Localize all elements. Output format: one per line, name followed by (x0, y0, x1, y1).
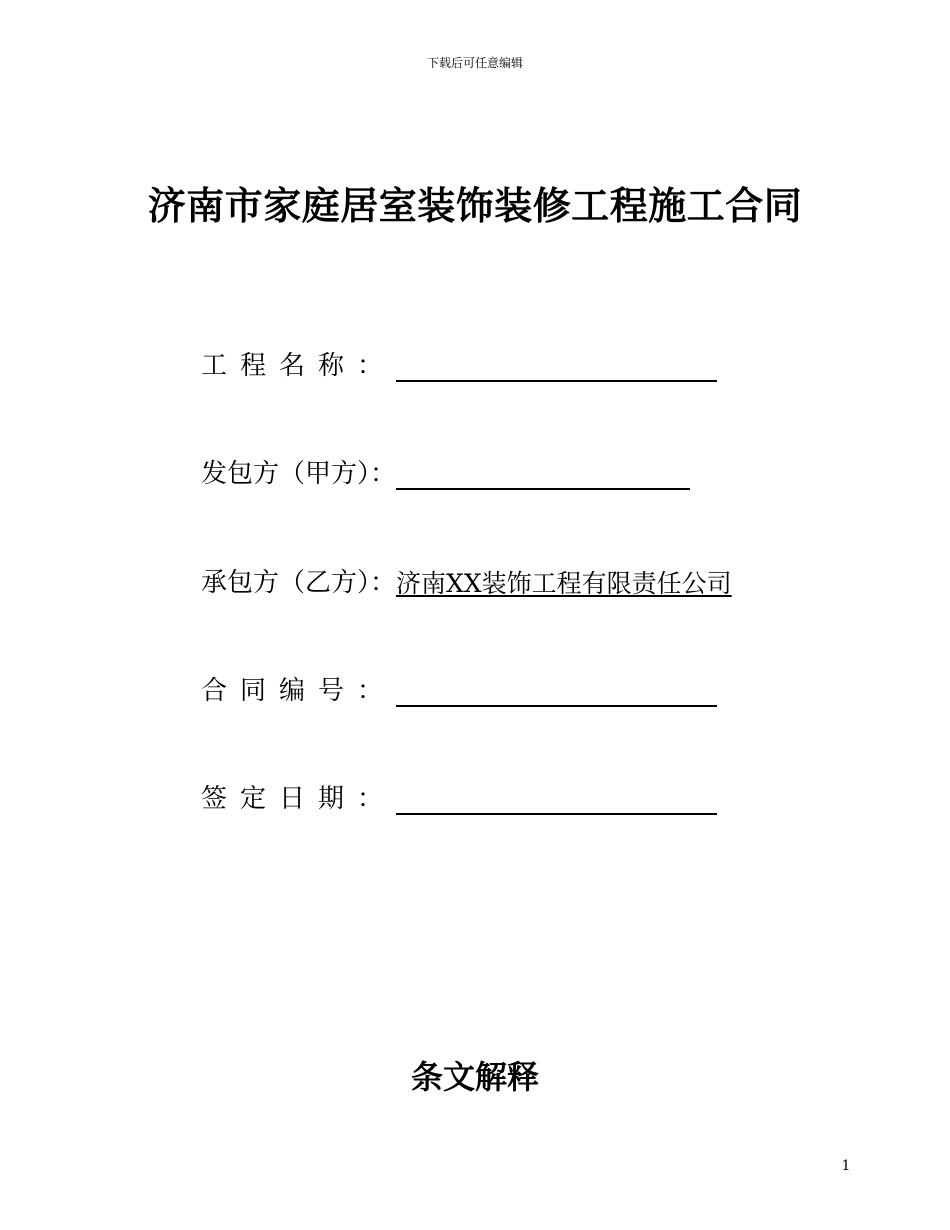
blank-line (396, 785, 717, 815)
blank-line (396, 352, 717, 382)
section-title: 条文解释 (410, 1058, 539, 1096)
document-title: 济南市家庭居室装饰装修工程施工合同 (147, 183, 803, 228)
field-value-company: 济南XX装饰工程有限责任公司 (396, 569, 732, 598)
header-note: 下载后可任意编辑 (426, 56, 523, 70)
blank-line (396, 677, 717, 707)
field-project-name (201, 348, 717, 382)
page-number: 1 (841, 1158, 851, 1174)
field-label: 签定日期： (201, 784, 397, 814)
field-contract-number (201, 673, 717, 707)
field-label: 工程名称： (201, 351, 397, 381)
field-label: 合同编号： (201, 676, 397, 706)
field-party-a (201, 456, 690, 490)
field-label: 承包方（乙方）： (201, 568, 397, 598)
field-signing-date (201, 781, 717, 815)
blank-line (396, 460, 690, 490)
field-label: 发包方（甲方）： (201, 459, 397, 489)
field-party-b (201, 565, 732, 599)
